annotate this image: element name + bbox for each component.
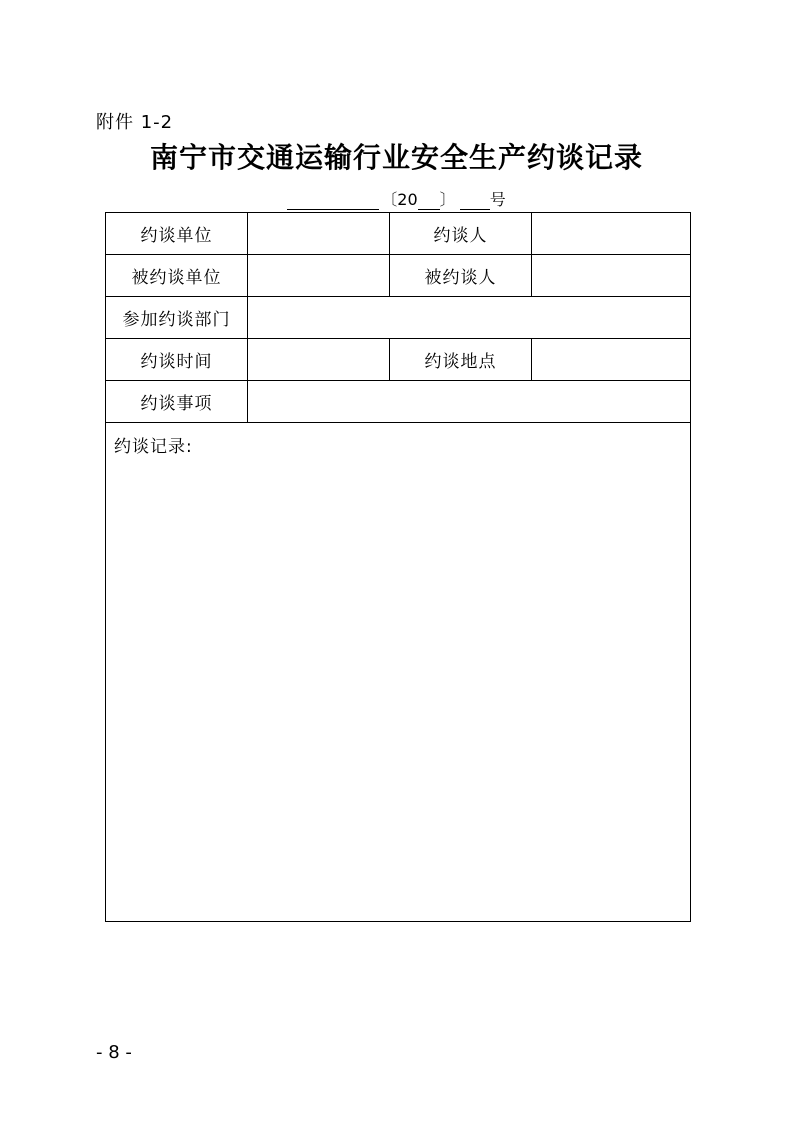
doc-number-prefix-blank[interactable] [287, 193, 379, 210]
document-title: 南宁市交通运输行业安全生产约谈记录 [149, 141, 643, 174]
interview-time-label: 约谈时间 [106, 339, 248, 381]
participating-departments-label: 参加约谈部门 [106, 297, 248, 339]
table-row [106, 213, 691, 255]
interview-record-field[interactable] [106, 423, 691, 922]
interviewer-field[interactable] [532, 213, 691, 255]
interviewer-label: 约谈人 [390, 213, 532, 255]
page-number: - 8 - [96, 1042, 132, 1063]
table-row [106, 339, 691, 381]
interview-time-field[interactable] [248, 339, 390, 381]
participating-departments-field[interactable] [248, 297, 691, 339]
interviewed-unit-field[interactable] [248, 255, 390, 297]
doc-number-bracket-open: 〔20 [381, 190, 418, 209]
doc-number-serial-blank[interactable] [460, 193, 490, 210]
table-row [106, 423, 691, 922]
interviewed-unit-label: 被约谈单位 [106, 255, 248, 297]
interview-unit-field[interactable] [248, 213, 390, 255]
interview-location-label: 约谈地点 [390, 339, 532, 381]
attachment-label: 附件 1-2 [96, 112, 174, 133]
interview-record-table [105, 212, 691, 922]
doc-number-bracket-close: 〕 [439, 190, 456, 209]
interview-matters-label: 约谈事项 [106, 381, 248, 423]
table-row [106, 381, 691, 423]
interviewee-label: 被约谈人 [390, 255, 532, 297]
interview-record-label: 约谈记录: [114, 437, 193, 457]
interview-unit-label: 约谈单位 [106, 213, 248, 255]
interview-location-field[interactable] [532, 339, 691, 381]
table-row [106, 255, 691, 297]
doc-number-suffix: 号 [489, 190, 506, 209]
interview-matters-field[interactable] [248, 381, 691, 423]
document-number [0, 186, 793, 210]
table-row [106, 297, 691, 339]
interviewee-field[interactable] [532, 255, 691, 297]
doc-number-year-blank[interactable] [418, 193, 440, 210]
